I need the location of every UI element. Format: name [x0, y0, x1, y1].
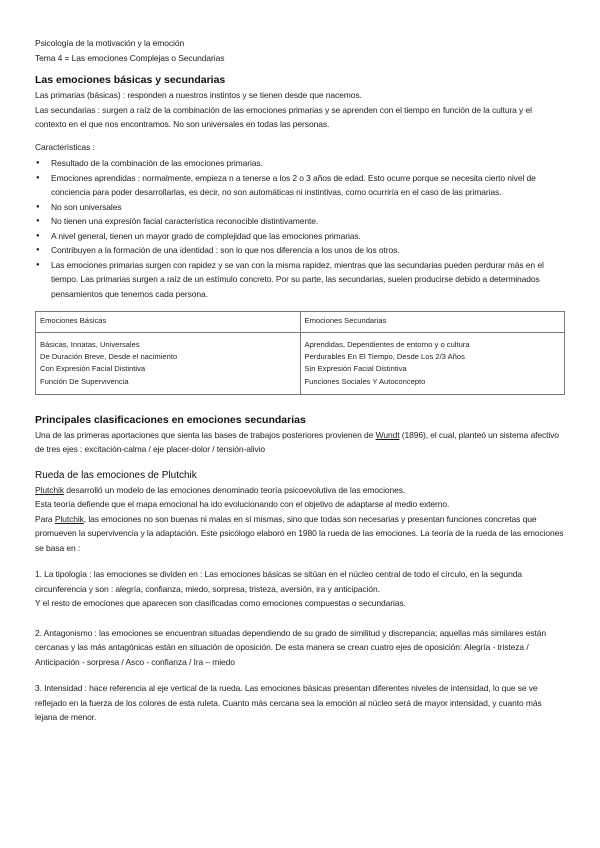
paragraph-theory: Esta teoría defiende que el mapa emocional ha ido evolucionando con el objetivo de adaptarse al medio externo.	[35, 499, 450, 510]
table-cell-line: Aprendidas, Dependientes de entorno y o cultura	[304, 340, 470, 349]
table-cell-line: Función De Supervivencia	[40, 376, 129, 386]
table-row	[36, 333, 565, 395]
document-page	[35, 36, 565, 725]
section-heading-plutchik: Rueda de las emociones de Plutchik	[35, 469, 197, 481]
table-cell-line: Básicas, Innatas, Universales	[40, 340, 140, 349]
section-heading-classifications: Principales clasificaciones en emociones secundarias	[35, 413, 306, 426]
list-item: ● No tienen una expresión facial característica reconocible distintivamente.	[35, 214, 565, 229]
table-header-basic: Emociones Básicas	[36, 312, 301, 333]
paragraph-secondary: Las secundarias : surgen a raíz de la combinación de las emociones primarias y se aprenden con el tiempo en función de la cultura y el contexto en el que nos encontramos. No son universales en todas las personas.	[35, 104, 532, 129]
paragraph-text: Una de las primeras aportaciones que sienta las bases de trabajos posteriores provienen de	[35, 429, 376, 440]
table-header-secondary: Emociones Secundarias	[300, 312, 565, 333]
table-cell-line: Sin Expresión Facial Distintiva	[304, 364, 407, 374]
list-item: ● Resultado de la combinación de las emociones primarias.	[35, 156, 565, 171]
paragraph-text: desarrolló un modelo de las emociones denominado teoría psicoevolutiva de las emociones.	[63, 484, 406, 495]
paragraph-plutchik-intro	[35, 483, 565, 498]
point-antagonism: 2. Antagonismo : las emociones se encuentran situadas dependiendo de su grado de similitud y discrepancia; aquellas más similares están cercanas y las más antagónicas están en situación de oposición. De esta manera se crean cuatro ejes de oposición: Alegría - tristeza / Anticipación - sorpresa / Asco - confianza / Ira – miedo	[35, 627, 546, 667]
list-item: ● Las emociones primarias surgen con rapidez y se van con la misma rapidez, mientras que las secundarias pueden perdurar más en el tiempo. Las primarias surgen a raíz de un estímulo concreto. Por su parte, las secundarias, suelen producirse debido a determinados pensamientos que tenemos cada persona.	[35, 258, 565, 302]
author-link-plutchik[interactable]: Plutchik	[54, 513, 84, 524]
paragraph-text: (1896), el cual, planteó un sistema afectivo de tres ejes : excitación-calma / eje placer-dolor / tensión-alivio	[35, 429, 559, 455]
characteristics-label: Características :	[35, 141, 95, 152]
course-title: Psicología de la motivación y la emoción	[35, 38, 185, 48]
author-link-plutchik[interactable]: Plutchik	[35, 484, 64, 495]
list-item: ● No son universales	[35, 200, 565, 215]
list-item: ● Contribuyen a la formación de una identidad : son lo que nos diferencia a los unos de los otros.	[35, 243, 565, 258]
point-typology: 1. La tipología : las emociones se dividen en : Las emociones básicas se sitúan en el núcleo central de todo el círculo, en la segunda circunferencia y son : alegría, confianza, miedo, sorpresa, tristeza, aversión, ira y anticipación.	[35, 569, 522, 594]
table-cell-basic	[36, 333, 301, 395]
list-item: ● A nivel general, tienen un mayor grado de complejidad que las emociones primarias.	[35, 229, 565, 244]
paragraph-plutchik-view	[35, 512, 565, 556]
table-cell-line: Funciones Sociales Y Autoconcepto	[304, 376, 426, 386]
paragraph-primary: Las primarias (básicas) : responden a nuestros instintos y se tienen desde que nacemos.	[35, 90, 362, 100]
characteristics-list	[35, 156, 565, 301]
author-link-wundt[interactable]: Wundt	[375, 429, 400, 440]
table-cell-line: De Duración Breve, Desde el nacimiento	[40, 352, 178, 362]
topic-title: Tema 4 = Las emociones Complejas o Secundarias	[35, 52, 225, 63]
table-header-row	[36, 312, 565, 333]
emotions-comparison-table	[35, 311, 565, 395]
list-item: ● Emociones aprendidas : normalmente, empieza n a tenerse a los 2 o 3 años de edad. Esto ocurre porque se necesita cierto nivel de conciencia para poder desarrollarlas, es decir, no son automáticas ni instintivas, como ocurriría en el caso de las primarias.	[35, 171, 565, 200]
paragraph-text: Para	[35, 513, 55, 524]
section-heading-basic-secondary: Las emociones básicas y secundarias	[35, 74, 226, 86]
paragraph-wundt	[35, 428, 565, 457]
point-typology-rest: Y el resto de emociones que aparecen son clasificadas como emociones compuestas o secundarias.	[35, 598, 406, 609]
table-cell-line: Perdurables En El Tiempo, Desde Los 2/3 Años	[304, 352, 465, 362]
paragraph-text: , las emociones no son buenas ni malas en sí mismas, sino que todas son necesarias y presentan funciones concretas que promueven la supervivencia y la adaptación. Este psicólogo elaboró en 1980 la rueda de las emociones. La teoría de la rueda de las emociones se basa en :	[35, 513, 564, 553]
table-cell-secondary	[300, 333, 565, 395]
point-intensity: 3. Intensidad : hace referencia al eje vertical de la rueda. Las emociones básicas presentan diferentes niveles de intensidad, lo que se ve reflejado en la fuerza de los colores de esta ruleta. Cuanto más cercana sea la emoción al núcleo será de mayor intensidad, y cuanto más lejana de menor.	[35, 683, 542, 723]
table-cell-line: Con Expresión Facial Distintiva	[40, 364, 146, 374]
